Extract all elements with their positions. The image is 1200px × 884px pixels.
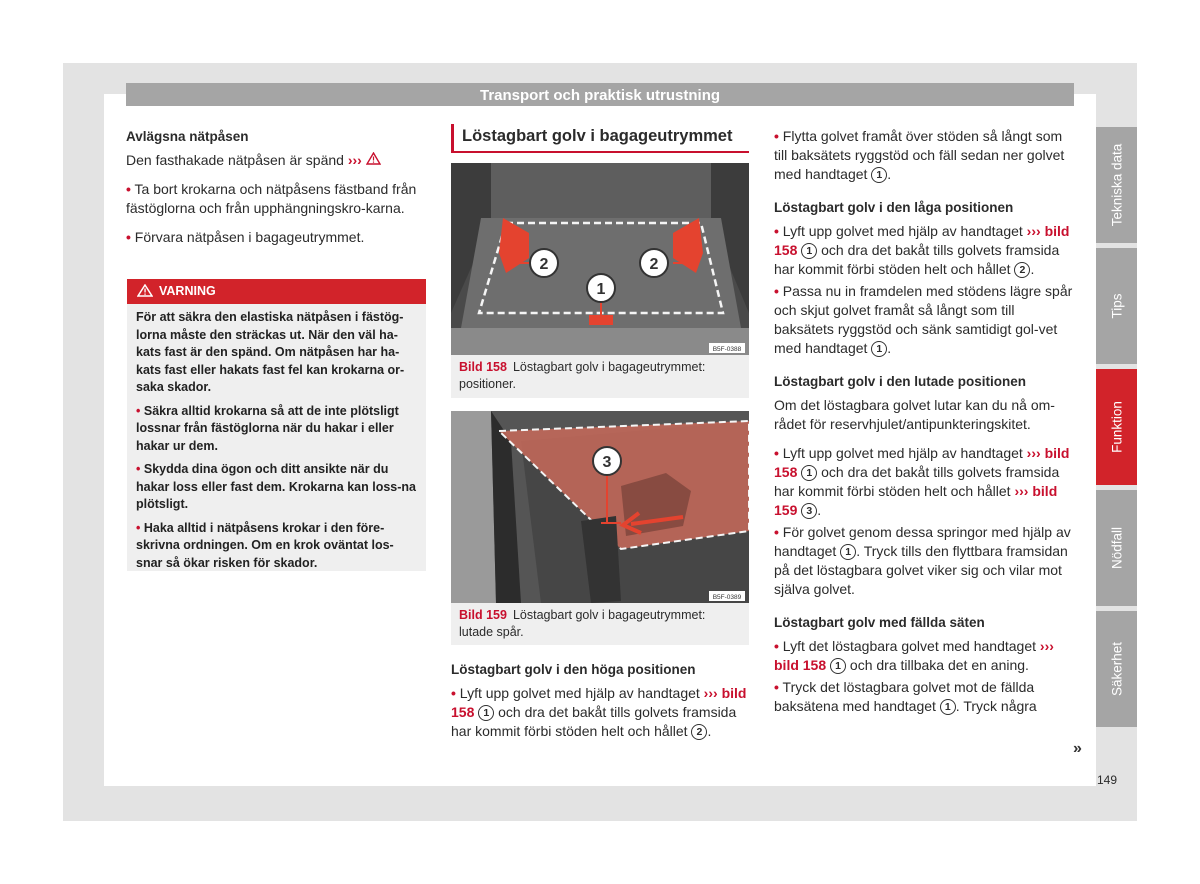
warning-triangle-icon [366, 152, 381, 165]
warning-intro: För att säkra den elastiska nätpåsen i fästög-lorna måste den sträckas ut. När den väl ha-kats fast är den spänd. Om nätpåsen har ha-kats fast eller hakats fast fel kan krokarna or-saka skador. [136, 310, 405, 394]
warning-box [127, 279, 426, 571]
callout-1: 1 [596, 281, 606, 298]
intro-text: Den fasthakade nätpåsen är spänd ››› [126, 151, 426, 170]
link-bild-158[interactable]: bild 158 [774, 223, 1070, 258]
warning-body [127, 304, 426, 572]
bullet-tilt-lift: • Lyft upp golvet med hjälp av handtaget ››› bild 158 1 och dra det bakåt tills golvets framsida har kommit förbi stöden helt och hållet ››› bild 159 3 . [774, 445, 1070, 518]
bullet-move-forward: • Flytta golvet framåt över stöden så långt som till baksätets ryggstöd och fäll sedan ner golvet med handtaget 1 . [774, 128, 1065, 182]
chapter-header: Transport och praktisk utrustning [126, 83, 1074, 106]
bullet-low-fit: • Passa nu in framdelen med stödens lägre spår och skjut golvet framåt så långt som till baksätets ryggstöd och sänk samtidigt gol-vet med handtaget 1 . [774, 283, 1073, 356]
figure-code: B5F-0388 [712, 346, 742, 353]
warning-bullet: • Säkra alltid krokarna så att de inte plötsligt lossnar från fästöglorna när du hakar i eller hakar ur dem. [136, 403, 399, 453]
link-bild-159[interactable]: bild 159 [774, 483, 1058, 518]
heading-folded-seats: Löstagbart golv med fällda säten [774, 615, 985, 630]
tilt-intro: Om det löstagbara golvet lutar kan du nå om-rådet för reservhjulet/antipunkteringskitet. [774, 397, 1055, 432]
callout-3: 3 [602, 454, 612, 471]
figure-158-caption: Bild 158 Löstagbart golv i bagageutrymmet: positioner. [451, 355, 749, 398]
link-bild-158[interactable]: bild 158 [774, 657, 827, 673]
tilted-floor-illustration [451, 411, 749, 603]
continue-marker: » [1073, 740, 1082, 757]
bullet-fold-lift: • Lyft det löstagbara golvet med handtaget ››› bild 158 1 och dra tillbaka det en aning. [774, 638, 1054, 673]
tab-tips[interactable]: Tips [1096, 248, 1137, 364]
figure-158-trunk [451, 163, 749, 355]
figure-code: B5F-0389 [712, 594, 742, 601]
bullet-low-lift: • Lyft upp golvet med hjälp av handtaget ››› bild 158 1 och dra det bakåt tills golvets framsida har kommit förbi stöden helt och hållet 2 . [774, 223, 1070, 277]
bullet-fold-push: • Tryck det löstagbara golvet mot de fällda baksätena med handtaget 1 . Tryck några [774, 679, 1037, 714]
middle-text [451, 660, 749, 751]
right-column [774, 127, 1074, 726]
bullet-remove-hooks: • Ta bort krokarna och nätpåsens fästband från fästöglorna och från upphängningskro-karna. [126, 181, 417, 216]
tab-tekniska-data[interactable]: Tekniska data [1096, 127, 1137, 243]
warning-header: VARNING [127, 279, 426, 304]
section-title: Löstagbart golv i bagageutrymmet [451, 124, 749, 153]
bullet-tilt-slide: • För golvet genom dessa springor med hjälp av handtaget 1 . Tryck tills den flyttbara framsidan på det löstagbara golvet viker sig och vilar mot själva golvet. [774, 524, 1071, 597]
warning-triangle-icon [137, 284, 153, 297]
bullet-store-net: • Förvara nätpåsen i bagageutrymmet. [126, 229, 365, 245]
page-number: 149 [1097, 773, 1118, 787]
warning-bullet: • Haka alltid i nätpåsens krokar i den före-skrivna ordningen. Om en krok oväntat los-snar så ökar risken för skador. [136, 520, 394, 570]
bullet-high-lift: • Lyft upp golvet med hjälp av handtaget ››› bild 158 1 och dra det bakåt tills golvets framsida har kommit förbi stöden helt och hållet 2 . [451, 685, 747, 739]
trunk-floor-illustration [451, 163, 749, 355]
heading-remove-net: Avlägsna nätpåsen [126, 129, 249, 144]
warning-bullet: • Skydda dina ögon och ditt ansikte när du hakar loss eller fast dem. Krokarna kan loss-na plötsligt. [136, 462, 416, 511]
callout-2-right: 2 [649, 256, 659, 273]
link-bild-158[interactable]: bild 158 [774, 445, 1070, 480]
heading-tilted-position: Löstagbart golv i den lutade positionen [774, 374, 1027, 389]
tab-sakerhet[interactable]: Säkerhet [1096, 611, 1137, 727]
tab-funktion[interactable]: Funktion [1096, 369, 1137, 485]
arrows-ref[interactable]: ››› [347, 152, 362, 168]
left-column [126, 127, 426, 257]
figure-159-tilted [451, 411, 749, 603]
figure-159-caption: Bild 159 Löstagbart golv i bagageutrymmet: lutade spår. [451, 603, 749, 645]
callout-2-left: 2 [539, 256, 549, 273]
link-bild-158[interactable]: bild 158 [451, 685, 747, 720]
heading-high-position: Löstagbart golv i den höga positionen [451, 662, 696, 677]
heading-low-position: Löstagbart golv i den låga positionen [774, 200, 1014, 215]
tab-nodfall[interactable]: Nödfall [1096, 490, 1137, 606]
